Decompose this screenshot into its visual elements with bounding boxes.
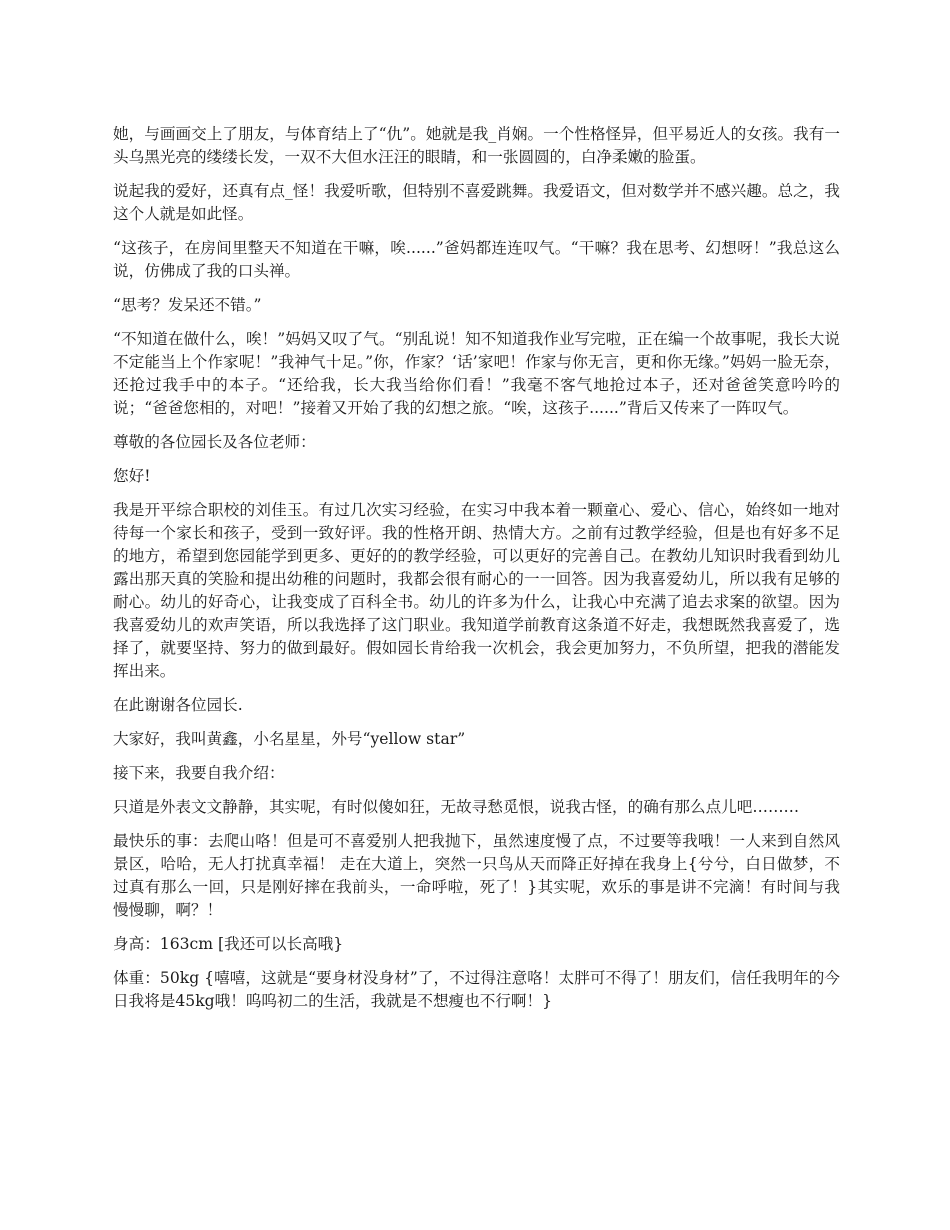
paragraph: 说起我的爱好，还真有点_怪！我爱听歌，但特别不喜爱跳舞。我爱语文，但对数学并不感兴趣。总之，我这个人就是如此怪。 bbox=[113, 182, 840, 223]
paragraph: “不知道在做什么，唉！”妈妈又叹了气。“别乱说！知不知道我作业写完啦，正在编一个故事呢，我长大说不定能当上个作家呢！”我神气十足。”你，作家？‘话’家吧！作家与你无言，更和你无缘。”妈妈一脸无奈，还抢过我手中的本子。“还给我，长大我当给你们看！”我毫不客气地抢过本子，还对爸爸笑意吟吟的说；“爸爸您相的，对吧！”接着又开始了我的幻想之旅。“唉，这孩子......”背后又传来了一阵叹气。 bbox=[113, 330, 840, 417]
height-line: 身高：163cm [我还可以长高哦} bbox=[113, 935, 344, 953]
paragraph: 只道是外表文文静静，其实呢，有时似傻如狂，无故寻愁觅恨，说我古怪，的确有那么点儿吧……… bbox=[113, 798, 800, 816]
paragraph: 最快乐的事：去爬山咯！但是可不喜爱别人把我抛下，虽然速度慢了点，不过要等我哦！一人来到自然风景区，哈哈，无人打扰真幸福！ 走在大道上，突然一只鸟从天而降正好掉在我身上{兮兮，白日做梦，不过真有那么一回，只是刚好摔在我前头，一命呼啦，死了！}其实呢，欢乐的事是讲不完滴！有时间与我慢慢聊，啊？！ bbox=[113, 832, 840, 919]
document-page bbox=[113, 123, 840, 1024]
paragraph: 接下来，我要自我介绍： bbox=[113, 764, 285, 782]
paragraph: “这孩子，在房间里整天不知道在干嘛，唉......”爸妈都连连叹气。“干嘛？我在思考、幻想呀！”我总这么说，仿佛成了我的口头禅。 bbox=[113, 239, 840, 280]
weight-line: 体重：50kg {嘻嘻，这就是“要身材没身材”了，不过得注意咯！太胖可不得了！朋友们，信任我明年的今日我将是45kg哦！呜呜初二的生活，我就是不想瘦也不行啊！} bbox=[113, 969, 840, 1010]
paragraph: 大家好，我叫黄鑫，小名星星，外号“yellow star” bbox=[113, 730, 466, 748]
closing-line: 在此谢谢各位园长. bbox=[113, 696, 243, 714]
paragraph: 我是开平综合职校的刘佳玉。有过几次实习经验，在实习中我本着一颗童心、爱心、信心，始终如一地对待每一个家长和孩子，受到一致好评。我的性格开朗、热情大方。之前有过教学经验，但是也有好多不足的地方，希望到您园能学到更多、更好的的教学经验，可以更好的完善自己。在教幼儿知识时我看到幼儿露出那天真的笑脸和提出幼稚的问题时，我都会很有耐心的一一回答。因为我喜爱幼儿，所以我有足够的耐心。幼儿的好奇心，让我变成了百科全书。幼儿的许多为什么，让我心中充满了追去求案的欲望。因为我喜爱幼儿的欢声笑语，所以我选择了这门职业。我知道学前教育这条道不好走，我想既然我喜爱了，选择了，就要坚持、努力的做到最好。假如园长肯给我一次机会，我会更加努力，不负所望，把我的潜能发挥出来。 bbox=[113, 501, 840, 680]
paragraph: 她，与画画交上了朋友，与体育结上了“仇”。她就是我_肖娴。一个性格怪异，但平易近人的女孩。我有一头乌黑光亮的缕缕长发，一双不大但水汪汪的眼睛，和一张圆圆的，白净柔嫩的脸蛋。 bbox=[113, 125, 840, 166]
greeting-heading: 尊敬的各位园长及各位老师： bbox=[113, 433, 316, 451]
paragraph: “思考？发呆还不错。” bbox=[113, 296, 262, 314]
salutation: 您好! bbox=[113, 467, 151, 485]
